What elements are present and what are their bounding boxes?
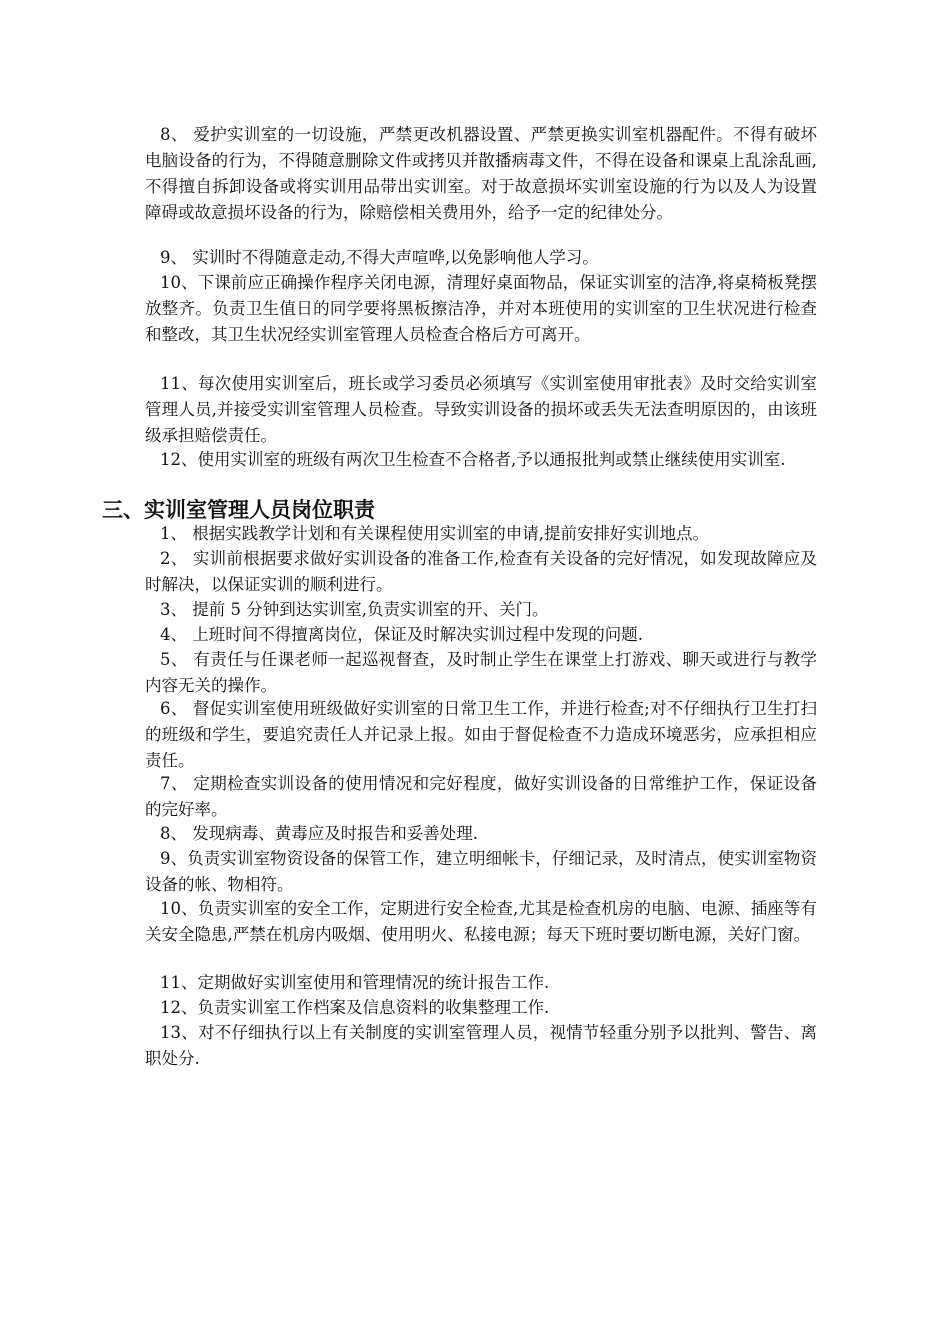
rule-item-8: 8、 爱护实训室的一切设施，严禁更改机器设置、严禁更换实训室机器配件。不得有破坏电脑设备的行为，不得随意删除文件或拷贝并散播病毒文件，不得在设备和课桌上乱涂乱画,不得擅自拆卸设备或将实训用品带出实训室。对于故意损坏实训室设施的行为以及人为设置障碍或故意损坏设备的行为，除赔偿相关费用外，给予一定的纪律处分。 xyxy=(145,125,817,222)
section-heading: 三、实训室管理人员岗位职责 xyxy=(102,497,375,522)
duty-item-8: 8、 发现病毒、黄毒应及时报告和妥善处理. xyxy=(160,824,478,843)
duty-item-6: 6、 督促实训室使用班级做好实训室的日常卫生工作，并进行检查;对不仔细执行卫生打扫的班级和学生，要追究责任人并记录上报。如由于督促检查不力造成环境恶劣，应承担相应责任。 xyxy=(145,699,817,770)
rule-item-10: 10、下课前应正确操作程序关闭电源，清理好桌面物品，保证实训室的洁净,将桌椅板凳摆放整齐。负责卫生值日的同学要将黑板擦洁净，并对本班使用的实训室的卫生状况进行检查和整改，其卫生状况经实训室管理人员检查合格后方可离开。 xyxy=(145,273,817,344)
duty-item-9: 9、负责实训室物资设备的保管工作，建立明细帐卡，仔细记录，及时清点，使实训室物资设备的帐、物相符。 xyxy=(145,849,817,894)
duty-item-11: 11、定期做好实训室使用和管理情况的统计报告工作. xyxy=(160,973,550,992)
rule-item-9: 9、 实训时不得随意走动,不得大声喧哗,以免影响他人学习。 xyxy=(160,248,599,267)
duty-item-1: 1、 根据实践教学计划和有关课程使用实训室的申请,提前安排好实训地点。 xyxy=(160,524,709,543)
rule-item-12: 12、使用实训室的班级有两次卫生检查不合格者,予以通报批判或禁止继续使用实训室. xyxy=(160,450,786,469)
duty-item-2: 2、 实训前根据要求做好实训设备的准备工作,检查有关设备的完好情况，如发现故障应及时解决，以保证实训的顺利进行。 xyxy=(145,549,817,594)
duty-item-4: 4、 上班时间不得擅离岗位，保证及时解决实训过程中发现的问题. xyxy=(160,625,643,644)
duty-item-12: 12、负责实训室工作档案及信息资料的收集整理工作. xyxy=(160,998,550,1017)
duty-item-5: 5、 有责任与任课老师一起巡视督查，及时制止学生在课堂上打游戏、聊天或进行与教学内容无关的操作。 xyxy=(145,650,817,695)
duty-item-10: 10、负责实训室的安全工作，定期进行安全检查,尤其是检查机房的电脑、电源、插座等有关安全隐患,严禁在机房内吸烟、使用明火、私接电源；每天下班时要切断电源，关好门窗。 xyxy=(145,899,817,944)
rule-item-11: 11、每次使用实训室后，班长或学习委员必须填写《实训室使用审批表》及时交给实训室管理人员,并接受实训室管理人员检查。导致实训设备的损坏或丢失无法查明原因的，由该班级承担赔偿责任。 xyxy=(145,374,817,445)
duty-item-3: 3、 提前 5 分钟到达实训室,负责实训室的开、关门。 xyxy=(160,600,549,619)
duty-item-7: 7、 定期检查实训设备的使用情况和完好程度，做好实训设备的日常维护工作，保证设备的完好率。 xyxy=(145,774,817,819)
duty-item-13: 13、对不仔细执行以上有关制度的实训室管理人员，视情节轻重分别予以批判、警告、离职处分. xyxy=(145,1023,817,1068)
